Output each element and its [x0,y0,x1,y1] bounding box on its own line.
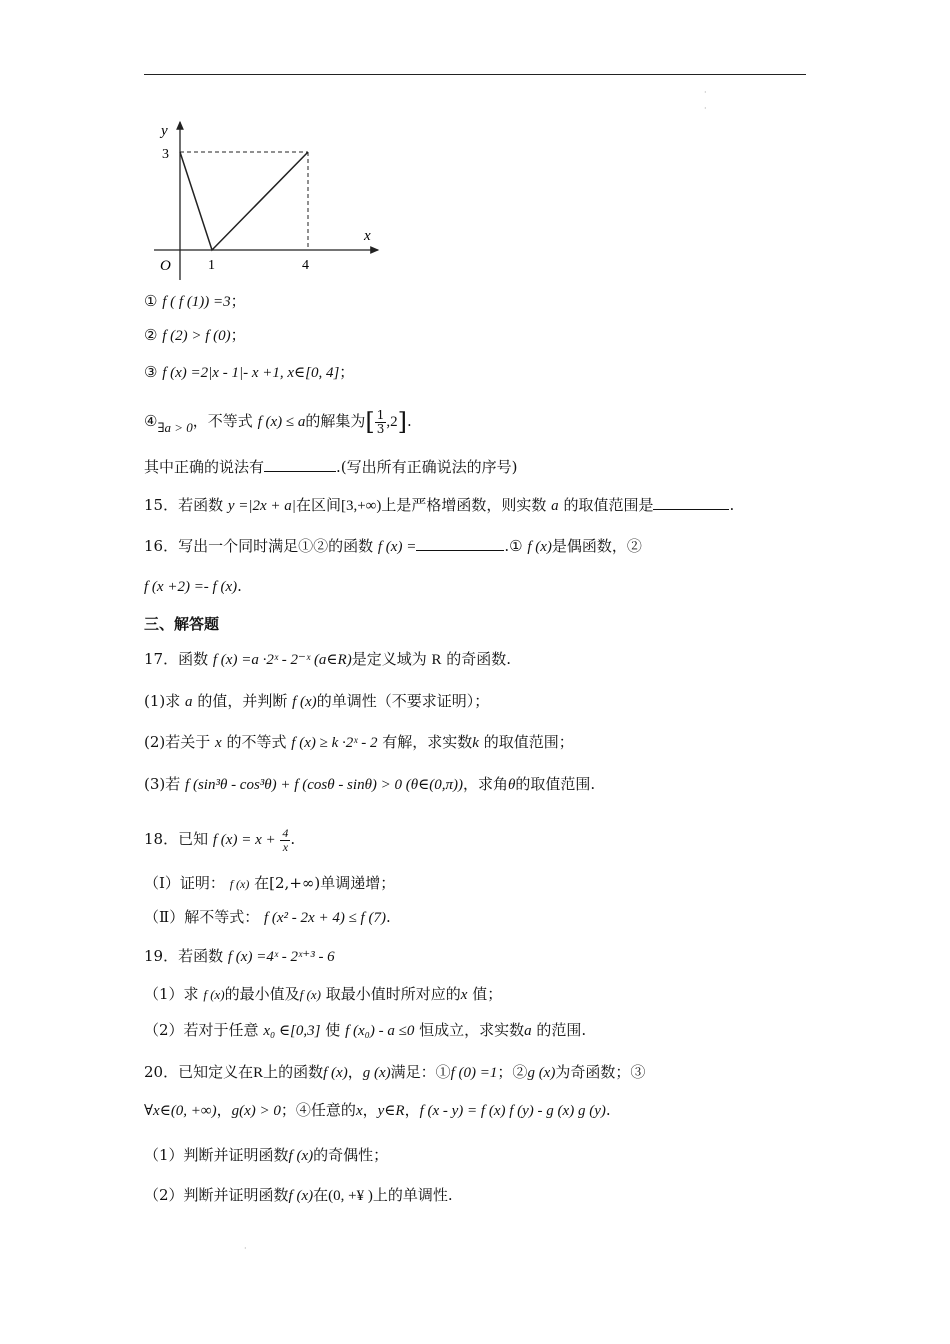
fraction-4-over-x: $\frac{4}{x}$ [282,825,289,854]
function-curve [180,152,308,250]
question-17-part-3: (3)若 f (sin³θ - cos³θ) + f (cosθ - sinθ) > 0 (θ∈(0,π))，求角θ的取值范围. [144,775,596,793]
question-18: 18．已知 f (x) = x + $\frac{4}{x}$ . [144,825,296,854]
function-graph [150,112,390,284]
origin-label: O [160,258,171,274]
statement-3: ③ f (x) =2|x - 1|- x +1, x∈[0, 4]； [144,363,355,381]
question-15: 15．若函数 y =|2x + a|在区间[3,+∞)上是严格增函数，则实数 a 的取值范围是 . [144,496,735,514]
answer-blank [416,536,504,551]
question-19: 19．若函数 f (x) =4ˣ - 2ˣ⁺³ - 6 [144,947,335,965]
decor-dot: · [704,88,707,97]
fraction-one-third: $\frac{1}{3}$ [376,407,385,436]
x-axis-label: x [364,228,371,244]
header-rule [144,74,806,75]
question-16: 16．写出一个同时满足①②的函数 f (x) = .① f (x)是偶函数，② [144,537,642,555]
question-20-part-1: （1）判断并证明函数f (x)的奇偶性； [144,1146,389,1164]
answer-blank [264,457,336,472]
y-axis-label: y [161,123,168,139]
statement-4: ④∃a > 0，不等式 f (x) ≤ a的解集为[ $\frac{1}{3}$ ,2]. [144,407,412,436]
section-title: 三、解答题 [144,615,220,633]
question-16-cont: f (x +2) =- f (x). [144,577,242,595]
question-19-part-2: （2）若对于任意 x₀ ∈[0,3] 使 f (x₀) - a ≤0 恒成立，求实数a 的范围. [144,1021,587,1039]
decor-dot: · [704,104,707,113]
question-18-part-2: （Ⅱ）解不等式： f (x² - 2x + 4) ≤ f (7). [144,908,391,926]
question-20-cont: ∀x∈(0, +∞)，g(x) > 0；④任意的x，y∈R，f (x - y) = f (x) f (y) - g (x) g (y). [144,1101,611,1119]
statement-1: ① f ( f (1)) =3； [144,292,246,310]
question-20: 20．已知定义在R上的函数f (x)，g (x)满足：①f (0) =1；②g (x)为奇函数；③ [144,1063,646,1081]
statements-conclusion: 其中正确的说法有 .(写出所有正确说法的序号) [144,458,518,476]
question-17: 17．函数 f (x) =a ·2ˣ - 2⁻ˣ (a∈R)是定义域为 R 的奇函数. [144,650,512,668]
question-17-part-1: (1)求 a 的值，并判断 f (x)的单调性（不要求证明）； [144,692,490,710]
x-tick-4: 4 [302,258,309,273]
question-19-part-1: （1）求 f (x)的最小值及f (x) 取最小值时所对应的x 值； [144,985,503,1003]
question-18-part-1: （Ⅰ）证明： f (x) 在[2,+∞)单调递增； [144,874,396,892]
question-20-part-2: （2）判断并证明函数f (x)在(0, +¥ )上的单调性. [144,1186,453,1204]
answer-blank [653,495,729,510]
decor-dot: · [244,1244,247,1253]
question-17-part-2: (2)若关于 x 的不等式 f (x) ≥ k ·2ˣ - 2 有解，求实数k 的取值范围； [144,733,574,751]
y-tick-3: 3 [162,147,169,162]
x-tick-1: 1 [208,258,215,273]
statement-2: ② f (2) > f (0)； [144,326,246,344]
